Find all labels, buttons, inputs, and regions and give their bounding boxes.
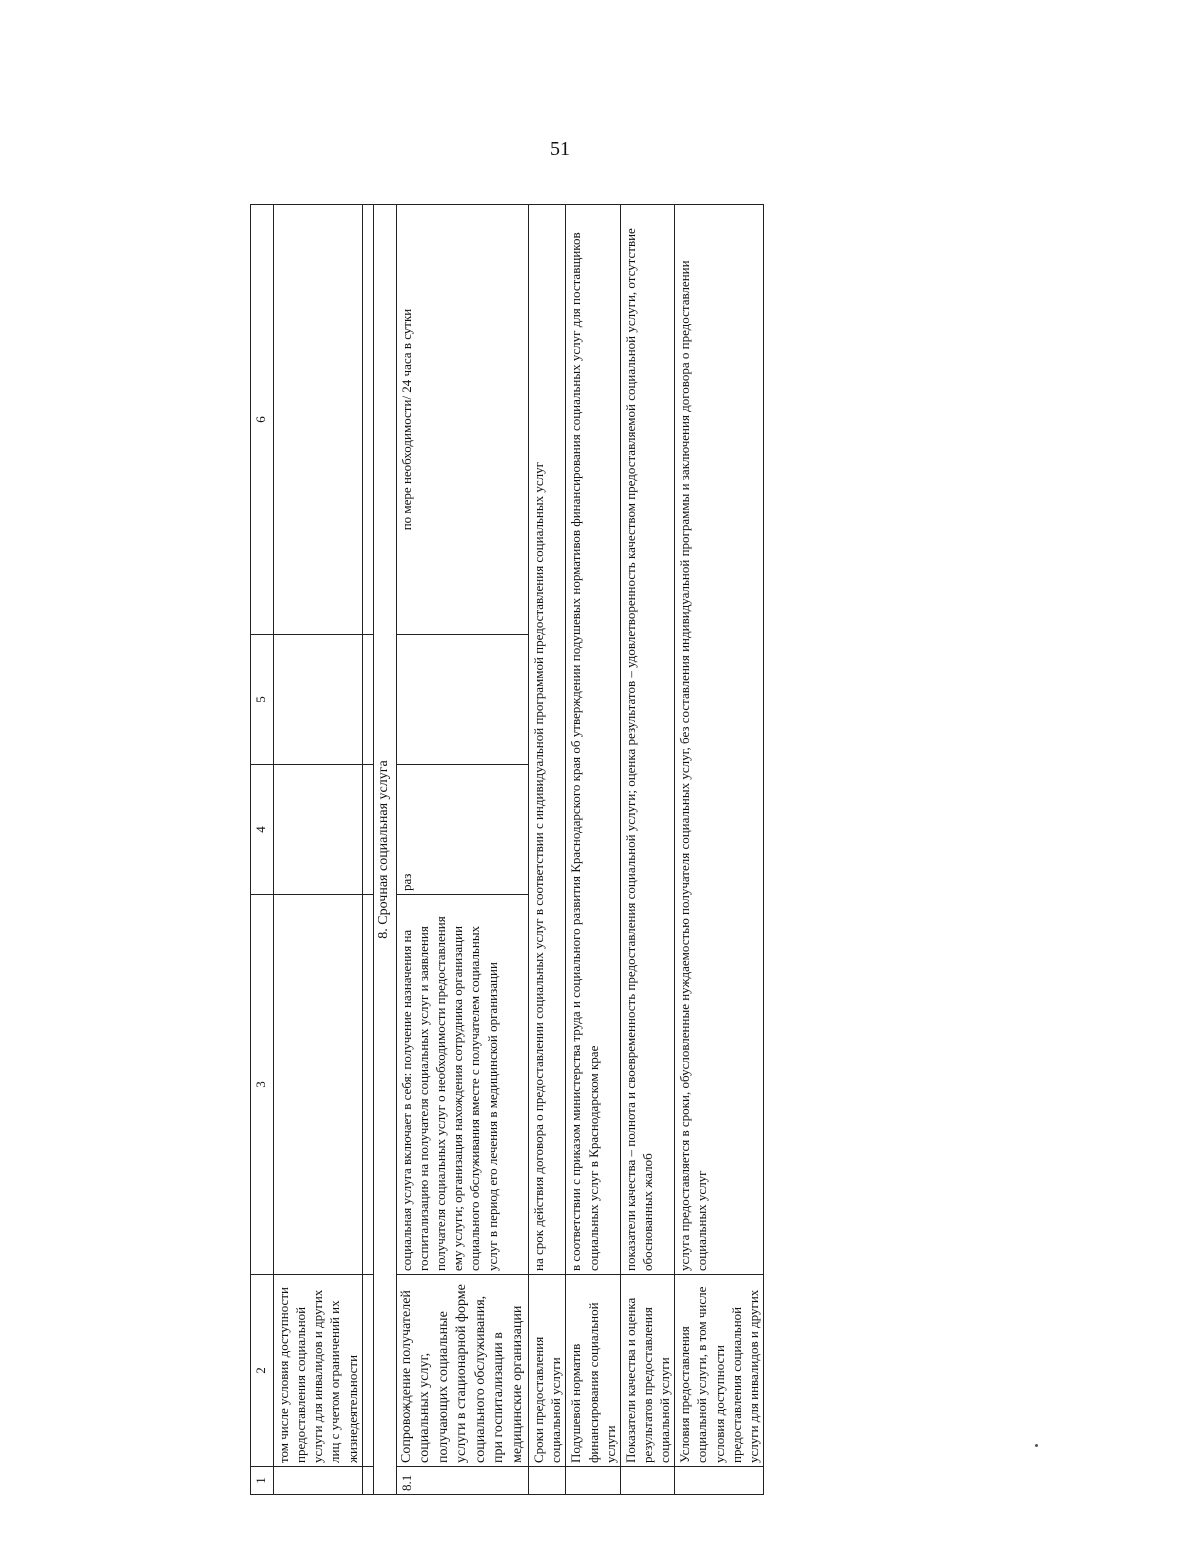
detail-empty-cell [566, 1467, 620, 1495]
detail-label: Подушевой норматив финансирования социальной услуги [566, 1275, 620, 1467]
services-table [250, 204, 764, 1495]
service-number: 8.1 [396, 1467, 528, 1495]
service-name: Сопровождение получателей социальных услуг, получающих социальные услуги в стационарной форме социального обслуживания, при госпитализации в медицинские организации [396, 1275, 528, 1467]
service-content: социальная услуга включает в себя: получение назначения на госпитализацию на получателя социальных услуг и заявления получателя социальных услуг о необходимости предоставления ему услуги; организация нахождения сотрудника организации социального обслуживания вместе с получателем социальных услуг в период его лечения в медицинской организации [396, 895, 528, 1275]
cont-col-1 [274, 1467, 363, 1495]
section-row [373, 205, 396, 1495]
table-gap [362, 205, 373, 1495]
detail-empty-cell [675, 1467, 764, 1495]
detail-empty-cell [529, 1467, 566, 1495]
detail-row-terms [529, 205, 566, 1495]
detail-empty-cell [620, 1467, 674, 1495]
header-row [251, 205, 274, 1495]
detail-row-funding [566, 205, 620, 1495]
service-row [396, 205, 528, 1495]
service-unit: раз [396, 765, 528, 895]
page-number: 51 [550, 138, 570, 160]
continuation-row [274, 205, 363, 1495]
cont-col-5 [274, 635, 363, 765]
section-title: 8. Срочная социальная услуга [373, 205, 396, 1495]
header-col-1: 1 [251, 1467, 274, 1495]
detail-label: Сроки предоставления социальной услуги [529, 1275, 566, 1467]
rotated-table-container [250, 205, 1000, 1495]
detail-label: Показатели качества и оценка результатов предоставления социальной услуги [620, 1275, 674, 1467]
detail-row-quality [620, 205, 674, 1495]
cont-col-2: том числе условия доступности предоставления социальной услуги для инвалидов и других лиц с учетом ограничений их жизнедеятельности [274, 1275, 363, 1467]
detail-label: Условия предоставления социальной услуги, в том числе условия доступности предоставления социальной услуги для инвалидов и других [675, 1275, 764, 1467]
service-frequency: по мере необходимости/ 24 часа в сутки [396, 205, 528, 635]
header-col-4: 4 [251, 765, 274, 895]
cont-col-6 [274, 205, 363, 635]
service-col-5 [396, 635, 528, 765]
cont-col-3 [274, 895, 363, 1275]
detail-text: на срок действия договора о предоставлении социальных услуг в соответствии с индивидуальной программой предоставления социальных услуг [529, 205, 566, 1275]
detail-text: показатели качества – полнота и своевременность предоставления социальной услуги; оценка результатов – удовлетворенность качеством предоставляемой социальной услуги, отсутствие обоснованных жалоб [620, 205, 674, 1275]
scan-speck [1035, 1444, 1038, 1447]
detail-row-conditions [675, 205, 764, 1495]
cont-col-4 [274, 765, 363, 895]
detail-text: услуга предоставляется в сроки, обусловленные нуждаемостью получателя социальных услуг, без составления индивидуальной программы и заключения договора о предоставлении социальных услуг [675, 205, 764, 1275]
header-col-6: 6 [251, 205, 274, 635]
header-col-5: 5 [251, 635, 274, 765]
header-col-3: 3 [251, 895, 274, 1275]
detail-text: в соответствии с приказом министерства труда и социального развития Краснодарского края об утверждении подушевых нормативов финансирования социальных услуг для поставщиков социальных услуг в Краснодарском крае [566, 205, 620, 1275]
header-col-2: 2 [251, 1275, 274, 1467]
